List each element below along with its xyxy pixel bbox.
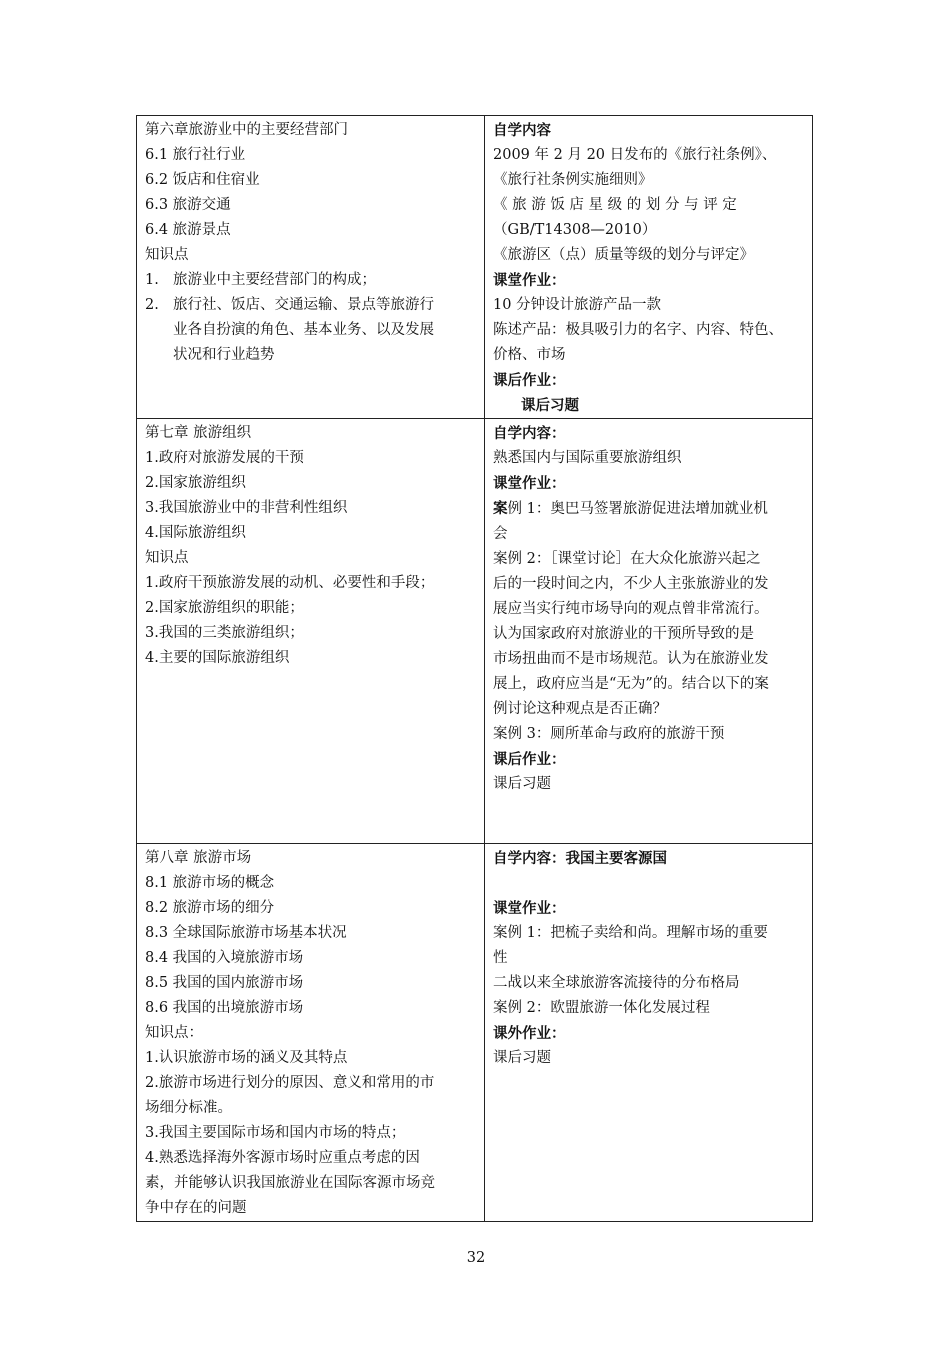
section-item: 2.国家旅游组织 — [145, 475, 246, 491]
case-1: 案例 1：奥巴马签署旅游促进法增加就业机 — [493, 500, 768, 517]
class-homework-label: 课堂作业： — [493, 475, 566, 492]
self-study-text: （GB/T14308—2010） — [493, 222, 657, 238]
chapter-title: 第六章旅游业中的主要经营部门 — [145, 122, 348, 138]
knowledge-points-label: 知识点： — [145, 1025, 203, 1041]
after-class-homework-text: 课后习题 — [493, 776, 551, 792]
self-study-text: 《 旅 游 饭 店 星 级 的 划 分 与 评 定 — [493, 197, 737, 213]
knowledge-point: 1.认识旅游市场的涵义及其特点 — [145, 1050, 348, 1066]
section-item: 6.2 饭店和住宿业 — [145, 172, 260, 188]
self-study-text: 2009 年 2 月 20 日发布的《旅行社条例》、 — [493, 147, 777, 163]
knowledge-point: 1. 旅游业中主要经营部门的构成； — [145, 272, 376, 288]
self-study-text: 《旅行社条例实施细则》 — [493, 172, 653, 188]
knowledge-point: 3.我国的三类旅游组织； — [145, 625, 304, 641]
after-class-homework-text: 课后习题 — [521, 397, 579, 414]
knowledge-point-cont: 争中存在的问题 — [145, 1200, 247, 1216]
class-homework-text: 10 分钟设计旅游产品一款 — [493, 297, 662, 313]
knowledge-point: 2.旅游市场进行划分的原因、意义和常用的市 — [145, 1075, 435, 1091]
section-item: 8.6 我国的出境旅游市场 — [145, 1000, 304, 1016]
self-study-label: 自学内容：我国主要客源国 — [493, 850, 667, 867]
section-item: 4.国际旅游组织 — [145, 525, 246, 541]
chapter-8-row — [137, 844, 813, 1222]
class-homework-text: 价格、市场 — [493, 347, 566, 363]
class-homework-label: 课堂作业： — [493, 272, 566, 289]
knowledge-points-label: 知识点 — [145, 247, 189, 263]
distribution-text: 二战以来全球旅游客流接待的分布格局 — [493, 975, 740, 991]
knowledge-point-cont: 业各自扮演的角色、基本业务、以及发展 — [173, 322, 434, 338]
chapter-8-assignments — [485, 844, 813, 1222]
case-2-line: 例讨论这种观点是否正确？ — [493, 701, 667, 717]
knowledge-points-label: 知识点 — [145, 550, 189, 566]
self-study-label: 自学内容： — [493, 425, 566, 442]
knowledge-point: 4.主要的国际旅游组织 — [145, 650, 290, 666]
knowledge-point: 2.国家旅游组织的职能； — [145, 600, 304, 616]
chapter-6-row — [137, 116, 813, 419]
section-item: 6.1 旅行社行业 — [145, 147, 246, 163]
page-number: 32 — [466, 1250, 486, 1266]
section-item: 8.2 旅游市场的细分 — [145, 900, 275, 916]
class-homework-label: 课堂作业： — [493, 900, 566, 917]
case-3: 案例 3：厕所革命与政府的旅游干预 — [493, 726, 725, 742]
after-class-homework-label: 课后作业： — [493, 372, 566, 389]
self-study-text: 《旅游区（点）质量等级的划分与评定》 — [493, 247, 754, 263]
knowledge-point: 2. 旅行社、饭店、交通运输、景点等旅游行 — [145, 297, 434, 313]
after-class-homework-label: 课后作业： — [493, 751, 566, 768]
section-item: 3.我国旅游业中的非营利性组织 — [145, 500, 348, 516]
chapter-6-assignments — [485, 116, 813, 419]
case-1-cont: 会 — [493, 526, 508, 542]
chapter-7-outline — [137, 419, 485, 844]
self-study-label: 自学内容 — [493, 122, 551, 139]
case-2-line: 市场扭曲而不是市场规范。认为在旅游业发 — [493, 651, 769, 667]
chapter-title: 第八章 旅游市场 — [145, 850, 252, 866]
chapter-7-assignments — [485, 419, 813, 844]
section-item: 6.3 旅游交通 — [145, 197, 231, 213]
section-item: 8.4 我国的入境旅游市场 — [145, 950, 304, 966]
section-item: 6.4 旅游景点 — [145, 222, 231, 238]
knowledge-point: 3.我国主要国际市场和国内市场的特点； — [145, 1125, 406, 1141]
section-item: 1.政府对旅游发展的干预 — [145, 450, 304, 466]
case-2-line: 展应当实行纯市场导向的观点曾非常流行。 — [493, 601, 769, 617]
extra-homework-label: 课外作业： — [493, 1025, 566, 1042]
case-1: 案例 1：把梳子卖给和尚。理解市场的重要 — [493, 925, 768, 941]
chapter-6-outline — [137, 116, 485, 419]
blank-line — [493, 871, 804, 896]
class-homework-text: 陈述产品：极具吸引力的名字、内容、特色、 — [493, 322, 783, 338]
extra-homework-text: 课后习题 — [493, 1050, 551, 1066]
knowledge-point-cont: 状况和行业趋势 — [173, 347, 275, 363]
chapter-7-row — [137, 419, 813, 844]
case-2: 案例 2：欧盟旅游一体化发展过程 — [493, 1000, 710, 1016]
section-item: 8.3 全球国际旅游市场基本状况 — [145, 925, 347, 941]
section-item: 8.5 我国的国内旅游市场 — [145, 975, 304, 991]
self-study-text: 熟悉国内与国际重要旅游组织 — [493, 450, 682, 466]
knowledge-point: 4.熟悉选择海外客源市场时应重点考虑的因 — [145, 1150, 420, 1166]
syllabus-table — [136, 115, 813, 1222]
knowledge-point-cont: 场细分标准。 — [145, 1100, 232, 1116]
case-2-line: 认为国家政府对旅游业的干预所导致的是 — [493, 626, 754, 642]
case-2-line: 展上，政府应当是“无为”的。结合以下的案 — [493, 676, 769, 692]
case-1-cont: 性 — [493, 950, 508, 966]
knowledge-point: 1.政府干预旅游发展的动机、必要性和手段； — [145, 575, 435, 591]
chapter-8-outline — [137, 844, 485, 1222]
section-item: 8.1 旅游市场的概念 — [145, 875, 275, 891]
chapter-title: 第七章 旅游组织 — [145, 425, 252, 441]
case-2-line: 案例 2：［课堂讨论］在大众化旅游兴起之 — [493, 551, 761, 567]
knowledge-point-cont: 素，并能够认识我国旅游业在国际客源市场竞 — [145, 1175, 435, 1191]
case-2-line: 后的一段时间之内，不少人主张旅游业的发 — [493, 576, 769, 592]
